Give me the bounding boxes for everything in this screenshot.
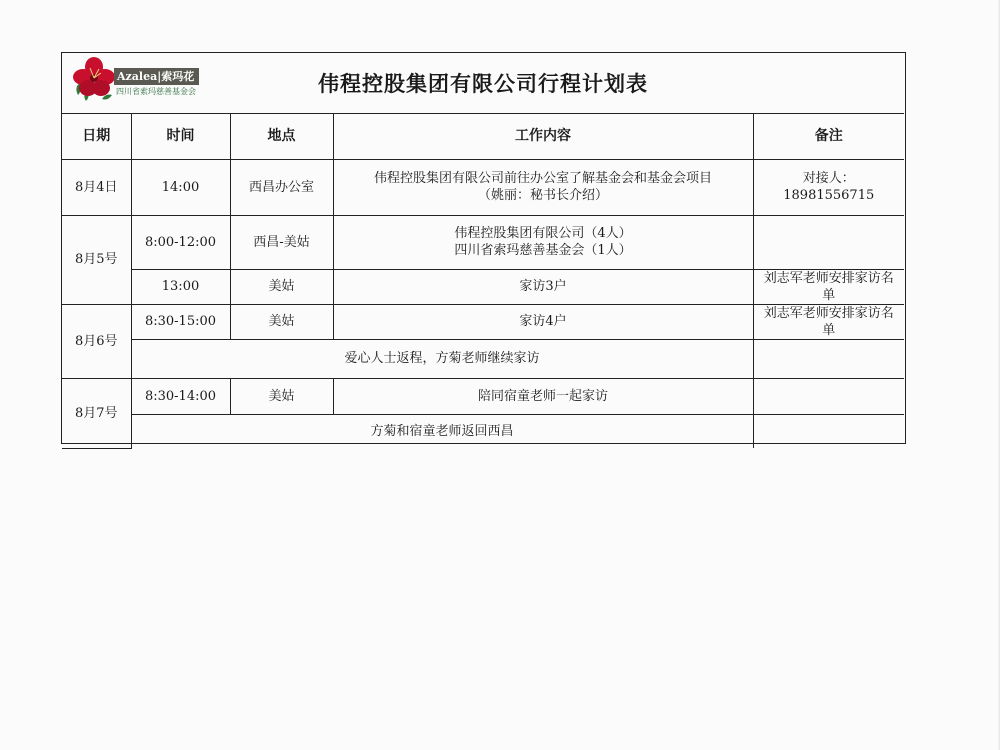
date-cell: 8月4日 [62,159,131,215]
remark-cell: 刘志军老师安排家访名单 [753,269,904,304]
remark-cell: 对接人：18981556715 [753,159,904,215]
place-cell: 美姑 [230,269,333,304]
place-cell: 西昌-美姑 [230,215,333,269]
itinerary-sheet [61,52,906,444]
header-content: 工作内容 [333,114,753,159]
content-cell: 陪同宿童老师一起家访 [333,378,753,414]
table-row [62,378,904,414]
title-row [62,53,904,114]
table-row [62,339,904,378]
table-row [62,414,904,448]
content-line: （姚丽：秘书长介绍） [477,188,608,203]
time-cell: 8:30-15:00 [131,304,230,339]
content-line: 伟程控股集团有限公司（4人） [454,226,632,241]
logo-org-name: 四川省索玛慈善基金会 [116,87,196,96]
content-cell-wide: 方菊和宿童老师返回西昌 [131,414,753,448]
time-cell: 14:00 [131,159,230,215]
remark-cell [753,339,904,378]
table-row [62,269,904,304]
table-row [62,159,904,215]
header-remark: 备注 [753,114,904,159]
remark-cell [753,215,904,269]
place-cell: 美姑 [230,378,333,414]
content-cell: 家访4户 [333,304,753,339]
time-cell: 8:30-14:00 [131,378,230,414]
place-cell: 美姑 [230,304,333,339]
remark-cell [753,378,904,414]
document-title: 伟程控股集团有限公司行程计划表 [318,71,648,96]
itinerary-table [62,114,904,449]
time-cell: 8:00-12:00 [131,215,230,269]
date-cell: 8月6号 [62,304,131,378]
content-cell [333,159,753,215]
header-place: 地点 [230,114,333,159]
place-cell: 西昌办公室 [230,159,333,215]
remark-cell: 刘志军老师安排家访名单 [753,304,904,339]
logo-brand: Azalea|索玛花 [114,68,199,85]
remark-cell [753,414,904,448]
content-cell: 家访3户 [333,269,753,304]
content-line: 伟程控股集团有限公司前往办公室了解基金会和基金会项目 [373,171,712,186]
header-time: 时间 [131,114,230,159]
table-row [62,215,904,269]
content-line: 四川省索玛慈善基金会（1人） [454,243,632,258]
table-row [62,304,904,339]
content-cell-wide: 爱心人士返程，方菊老师继续家访 [131,339,753,378]
content-cell [333,215,753,269]
date-cell: 8月7号 [62,378,131,448]
header-date: 日期 [62,114,131,159]
header-row [62,114,904,159]
time-cell: 13:00 [131,269,230,304]
date-cell: 8月5号 [62,215,131,304]
